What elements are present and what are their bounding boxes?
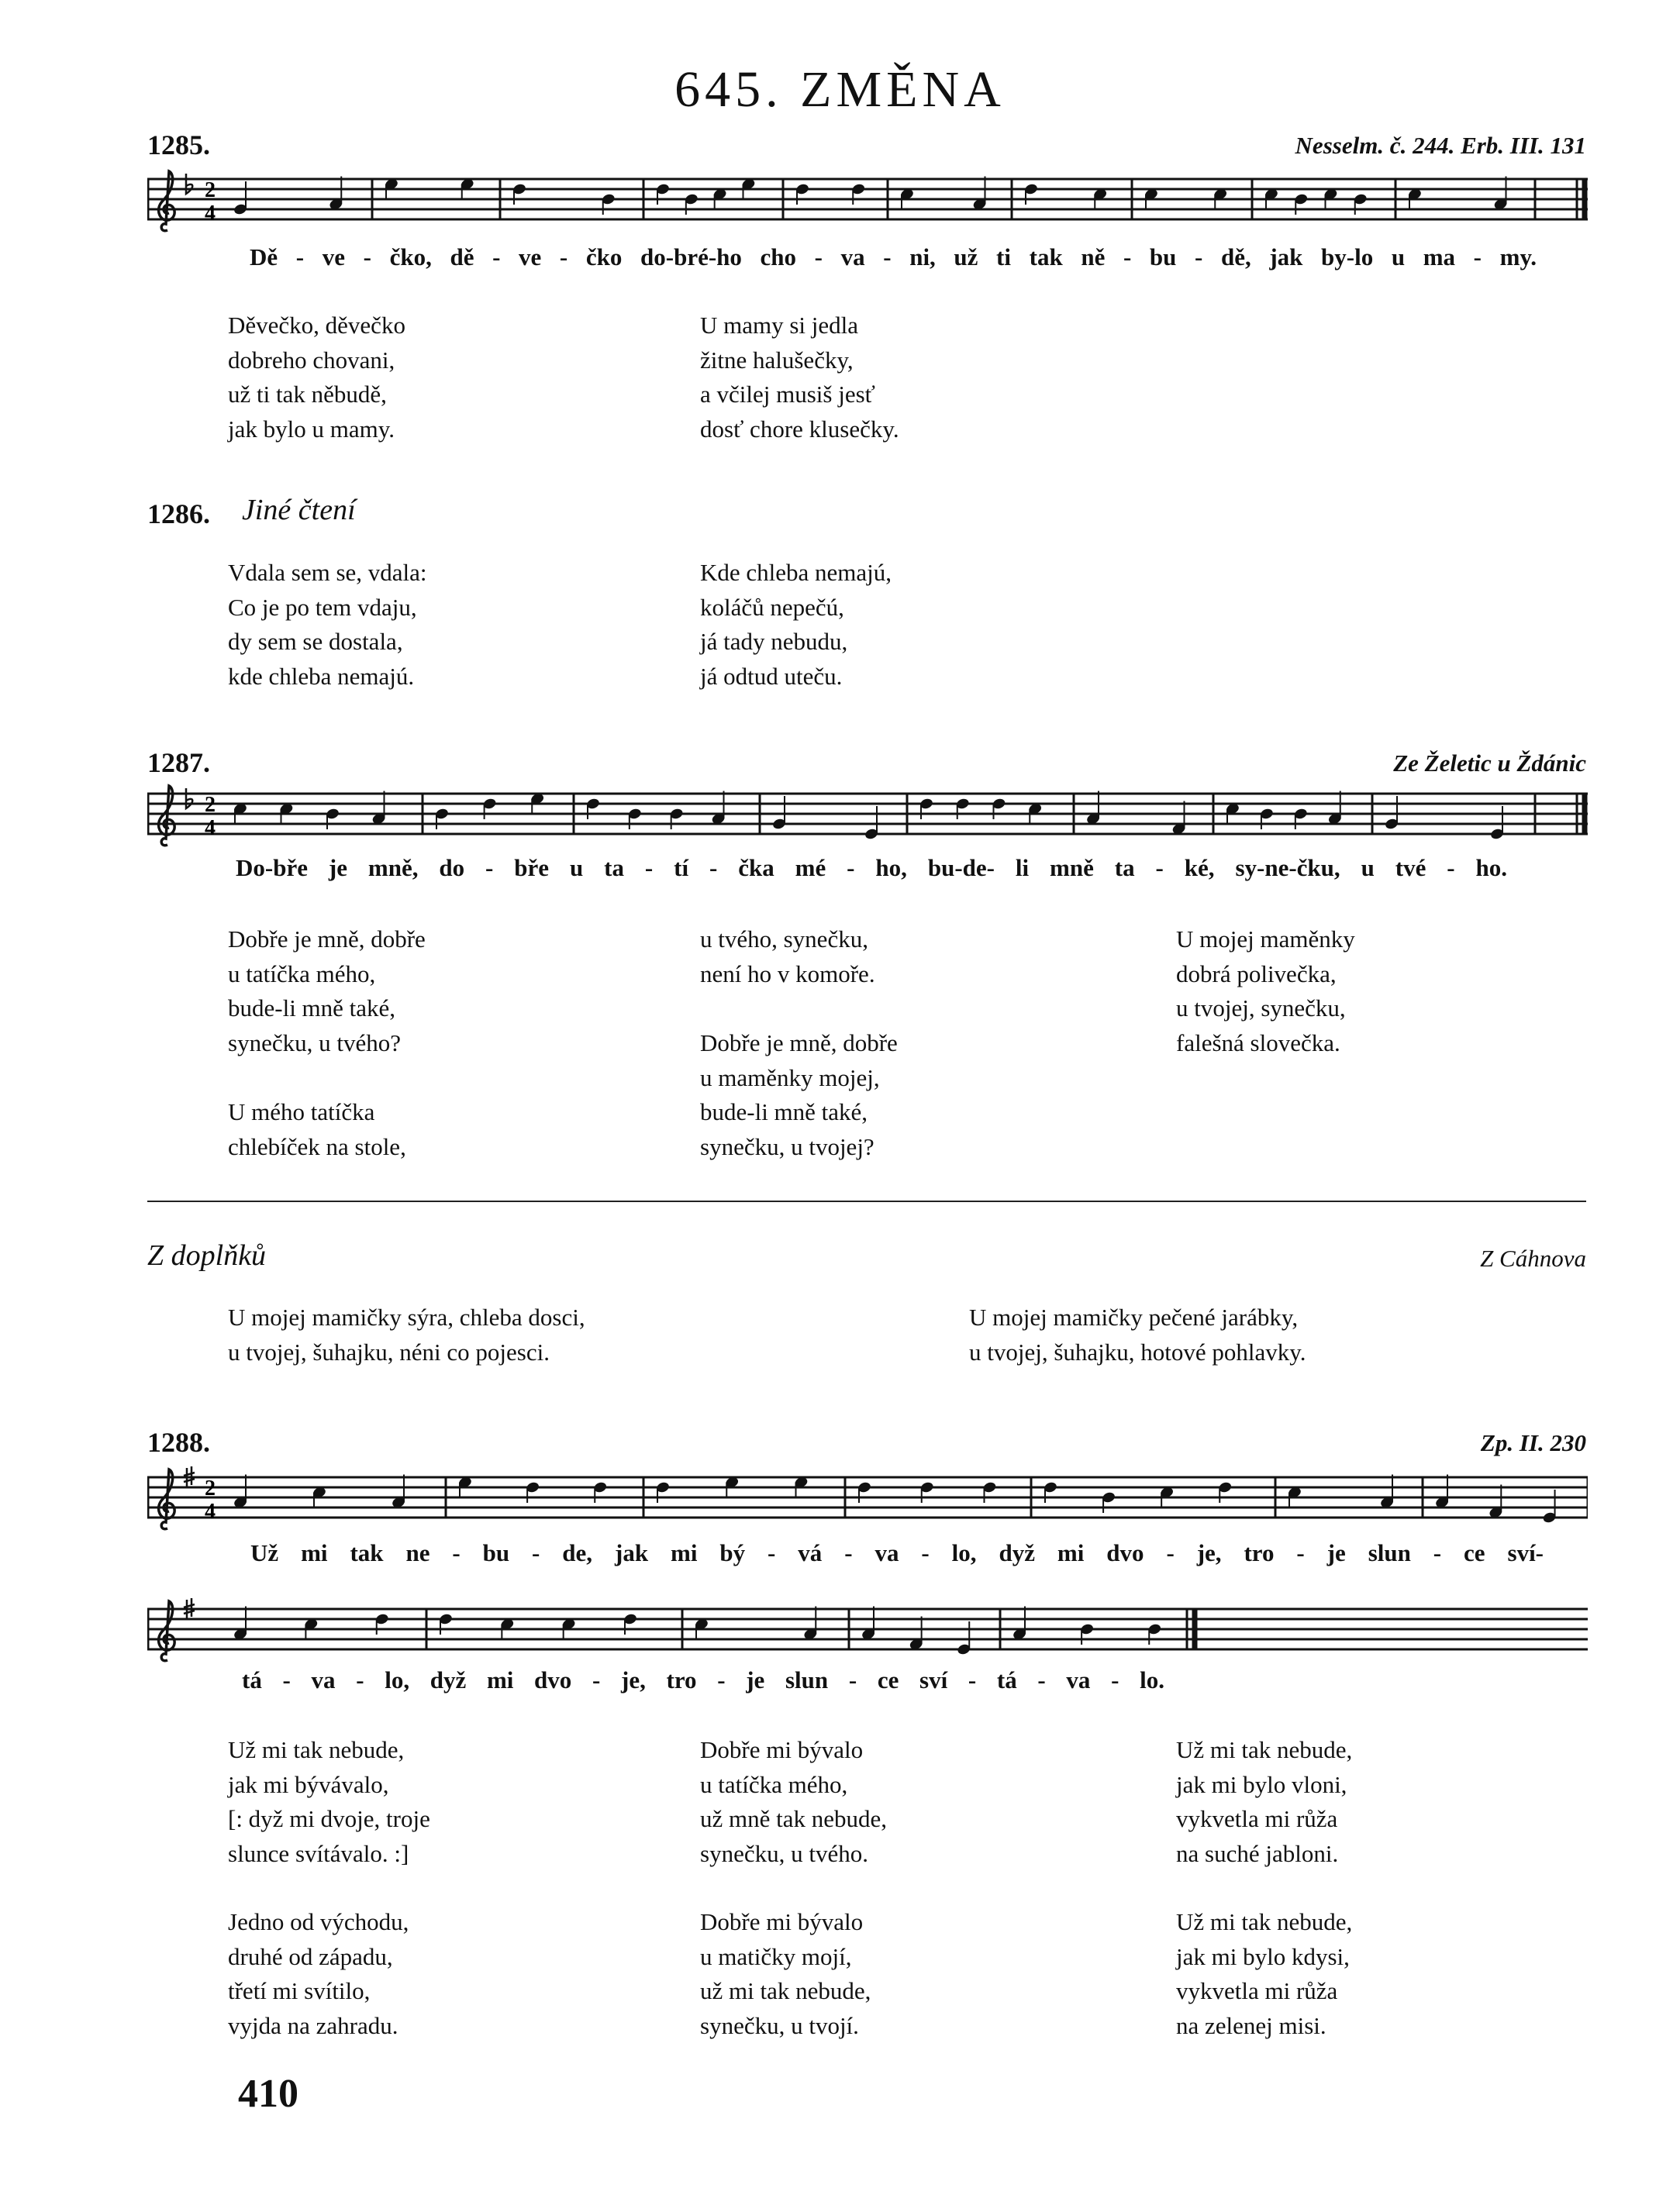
verse-line: jak mi bylo kdysi, (1176, 1942, 1350, 1970)
verse-line: já tady nebudu, (700, 628, 848, 655)
verse-line: Vdala sem se, vdala: (228, 559, 427, 586)
stanza (228, 1095, 406, 1164)
verse-line: není ho v komoře. (700, 960, 875, 987)
time-signature-bottom: 4 (205, 202, 216, 226)
song-number-1287: 1287. (147, 747, 210, 778)
stanza (228, 556, 427, 694)
verse-line: u tvojej, synečku, (1176, 994, 1346, 1022)
verse-line: na zelenej misi. (1176, 2011, 1326, 2039)
verse-line: vyjda na zahradu. (228, 2011, 398, 2039)
verse-line: Kde chleba nemajú, (700, 559, 892, 586)
verse-line: u tatíčka mého, (228, 960, 376, 987)
lyrics-1288-line-2: tá - va - lo, dyž mi dvo - je, tro - je slun - ce sví - tá - va - lo. (242, 1666, 1164, 1693)
verse-line: [: dyž mi dvoje, troje (228, 1805, 430, 1832)
music-staff-1287 (147, 781, 1588, 851)
verse-line: u matičky mojí, (700, 1942, 852, 1970)
treble-clef-icon (159, 1469, 175, 1529)
time-signature-top: 2 (205, 1476, 216, 1501)
stanza (700, 1733, 887, 1871)
stanza (1176, 1905, 1352, 2043)
verse-line: Co je po tem vdaju, (228, 593, 417, 621)
stanza (228, 308, 405, 446)
verse-line: Dobře je mně, dobře (228, 925, 426, 953)
supplement-title: Z doplňků (147, 1239, 267, 1272)
verse-line: U mojej mamičky sýra, chleba dosci, (228, 1304, 585, 1331)
verse-line: falešná slovečka. (1176, 1028, 1340, 1056)
song-number-1285: 1285. (147, 129, 210, 160)
stanza (700, 1026, 898, 1164)
verse-line: žitne halušečky, (700, 346, 854, 374)
stanza (969, 1301, 1306, 1370)
verse-line: Dobře mi bývalo (700, 1908, 864, 1935)
verse-line: Dobře je mně, dobře (700, 1029, 898, 1056)
verse-line: už mně tak nebude, (700, 1805, 888, 1832)
verse-line: synečku, u tvojej? (700, 1132, 874, 1160)
time-signature-top: 2 (205, 793, 216, 817)
stanza (1176, 1733, 1352, 1871)
verse-line: druhé od západu, (228, 1942, 393, 1970)
verse-line: vykvetla mi růža (1176, 1805, 1338, 1832)
verse-line: Už mi tak nebude, (1176, 1908, 1353, 1935)
verse-line: Děvečko, děvečko (228, 312, 405, 339)
flat-icon (186, 174, 192, 194)
music-staff-1288-a (147, 1465, 1588, 1535)
supplement-source: Z Cáhnova (1480, 1245, 1586, 1272)
song-source-1288: Zp. II. 230 (1480, 1429, 1586, 1456)
verse-line: už ti tak něbudě, (228, 381, 387, 408)
verse-line: Už mi tak nebude, (1176, 1736, 1353, 1763)
flat-icon (186, 788, 192, 808)
lyrics-1287: Do-bře je mně, do - bře u ta - tí - čka mé - ho, bu-de- li mně ta - ké, sy-ne-čku, u tvé - ho. (236, 854, 1507, 881)
verse-line: třetí mi svítilo, (228, 1977, 371, 2004)
stanza (228, 1301, 585, 1370)
stanza (700, 308, 899, 446)
music-staff-1288-b (147, 1597, 1588, 1663)
verse-line: bude-li mně také, (700, 1098, 868, 1125)
verse-line: jak bylo u mamy. (228, 415, 395, 443)
verse-line: u tatíčka mého, (700, 1770, 848, 1798)
verse-line: Jedno od východu, (228, 1908, 409, 1935)
verse-line: už mi tak nebude, (700, 1977, 871, 2004)
verse-line: já odtud uteču. (700, 662, 843, 690)
verse-line: U mojej mamičky pečené jarábky, (969, 1304, 1299, 1331)
verse-line: slunce svítávalo. :] (228, 1839, 409, 1867)
verse-line: u maměnky mojej, (700, 1063, 880, 1091)
time-signature-bottom: 4 (205, 816, 216, 840)
verse-line: U mého tatíčka (228, 1098, 375, 1125)
song-number-1286: 1286. (147, 498, 210, 529)
lyrics-1288-line-1: Už mi tak ne - bu - de, jak mi bý - vá - va - lo, dyž mi dvo - je, tro - je slun - ce sví- (250, 1539, 1544, 1566)
verse-line: synečku, u tvého. (700, 1839, 868, 1867)
page-title: 645. ZMĚNA (674, 61, 1006, 118)
treble-clef-icon (159, 1601, 175, 1661)
treble-clef-icon (159, 171, 175, 231)
stanza (228, 1733, 430, 1871)
song-number-1288: 1288. (147, 1427, 210, 1458)
song-subtitle-1286: Jiné čtení (242, 494, 356, 526)
stanza (700, 922, 875, 991)
verse-line: synečku, u tvojí. (700, 2011, 859, 2039)
verse-line: synečku, u tvého? (228, 1028, 401, 1056)
section-divider (147, 1201, 1586, 1202)
verse-line: koláčů nepečú, (700, 593, 844, 621)
verse-line: u tvojej, šuhajku, hotové pohlavky. (969, 1338, 1306, 1366)
music-staff-1285 (147, 167, 1588, 238)
stanza (1176, 922, 1355, 1060)
time-signature-bottom: 4 (205, 1500, 216, 1524)
verse-line: dobrá polivečka, (1176, 960, 1337, 987)
verse-line: bude-li mně také, (228, 994, 396, 1022)
verse-line: U mojej maměnky (1176, 925, 1355, 953)
lyrics-1285: Dě - ve - čko, dě - ve - čko do-bré-ho cho - va - ni, už ti tak ně - bu - dě, jak by-lo u ma - my. (250, 243, 1537, 270)
stanza (228, 922, 426, 1060)
verse-line: chlebíček na stole, (228, 1132, 406, 1160)
treble-clef-icon (159, 786, 175, 846)
verse-line: Už mi tak nebude, (228, 1736, 405, 1763)
stanza (700, 1905, 871, 2043)
time-signature-top: 2 (205, 178, 216, 202)
verse-line: kde chleba nemajú. (228, 662, 415, 690)
stanza (228, 1905, 409, 2043)
verse-line: U mamy si jedla (700, 312, 859, 339)
verse-line: dosť chore klusečky. (700, 415, 899, 443)
verse-line: dobreho chovani, (228, 346, 395, 374)
stanza (700, 556, 892, 694)
verse-line: jak mi bývávalo, (228, 1770, 389, 1798)
verse-line: u tvého, synečku, (700, 925, 868, 953)
verse-line: dy sem se dostala, (228, 628, 403, 655)
verse-line: jak mi bylo vloni, (1176, 1770, 1347, 1798)
verse-line: na suché jabloni. (1176, 1839, 1339, 1867)
verse-line: u tvojej, šuhajku, néni co pojesci. (228, 1338, 550, 1366)
song-source-1287: Ze Želetic u Ždánic (1393, 749, 1586, 777)
verse-line: a včilej musiš jesť (700, 381, 875, 408)
page-number: 410 (238, 2072, 298, 2116)
song-source-1285: Nesselm. č. 244. Erb. III. 131 (1295, 132, 1586, 159)
verse-line: vykvetla mi růža (1176, 1977, 1338, 2004)
verse-line: Dobře mi bývalo (700, 1736, 864, 1763)
